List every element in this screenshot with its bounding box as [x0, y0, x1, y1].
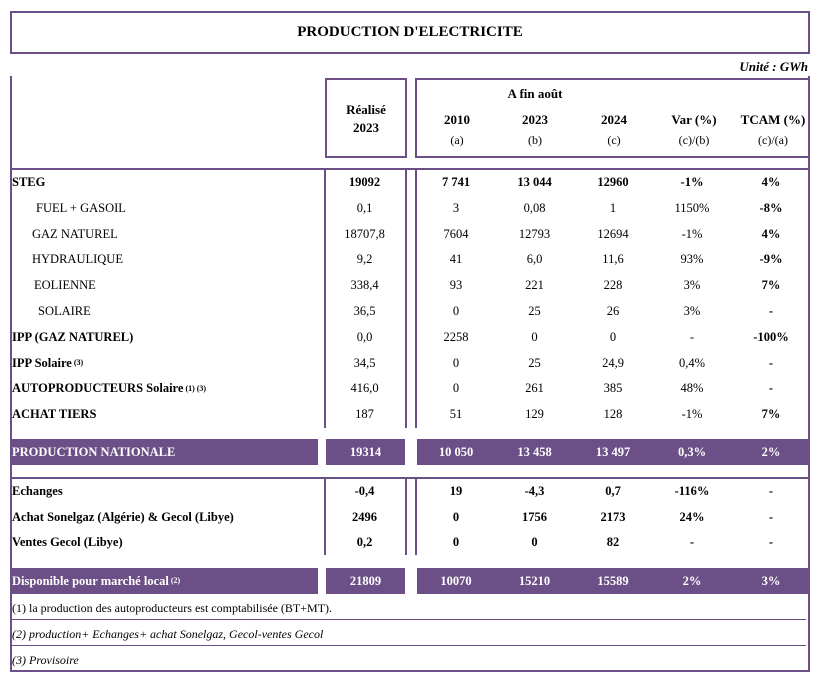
production-cell-realise: 9,2 — [356, 252, 373, 267]
production-cell-label: IPP Solaire (3) — [12, 355, 84, 370]
exchange-cell-v2010: 0 — [452, 535, 460, 549]
exchange-cell-v2023: 0 — [531, 535, 538, 549]
unit-label: Unité : GWh — [739, 59, 808, 74]
header-sub-var: (c)/(b) — [678, 133, 710, 147]
exchange-cell-tcam: - — [768, 535, 774, 549]
exchange-cell-label — [12, 479, 63, 504]
production-nationale-2023: 13 458 — [517, 444, 552, 459]
production-nationale-var: 0,3% — [677, 444, 707, 459]
production-nationale-values — [417, 439, 810, 465]
production-cell-var: 1150% — [674, 200, 710, 215]
disponible-2023: 15210 — [518, 573, 551, 588]
production-cell-v2010: 0 — [452, 381, 460, 396]
production-cell-var: 3% — [683, 278, 701, 293]
footnote-1: (1) la production des autoproducteurs est comptabilisée (BT+MT). — [12, 601, 333, 615]
production-cell-label-text: ACHAT TIERS — [12, 407, 97, 422]
production-cell-var: 3% — [683, 304, 701, 318]
production-cell-tcam: - — [768, 304, 774, 318]
header-sub-tcam: (c)/(a) — [758, 133, 788, 147]
production-cell-realise: 18707,8 — [344, 226, 385, 241]
production-cell-label-text: SOLAIRE — [38, 304, 91, 318]
header-period: A fin août — [507, 86, 563, 101]
production-nationale-2024: 13 497 — [595, 444, 631, 459]
page-title: PRODUCTION D'ELECTRICITE — [10, 11, 810, 54]
exchange-cell-v2023: -4,3 — [524, 484, 545, 498]
disponible-realise: 21809 — [326, 568, 405, 594]
production-cell-v2024: 385 — [603, 381, 623, 396]
exchange-cell-tcam: - — [768, 509, 774, 524]
production-cell-label-text: IPP (GAZ NATUREL) — [12, 329, 134, 344]
disponible-2010: 10070 — [440, 573, 472, 588]
table-row — [10, 505, 810, 530]
disponible-values — [417, 568, 810, 594]
production-nationale-realise: 19314 — [326, 439, 405, 465]
table-row — [10, 479, 810, 504]
production-cell-tcam: -8% — [759, 200, 783, 215]
production-cell-v2023: 13 044 — [517, 175, 552, 189]
production-cell-v2023: 221 — [525, 278, 544, 293]
production-cell-realise: 416,0 — [350, 381, 379, 396]
footnote-3: (3) Provisoire — [12, 653, 79, 667]
production-cell-v2024: 0 — [609, 329, 617, 344]
production-cell-v2023: 0,08 — [523, 200, 546, 215]
production-cell-tcam: 7% — [761, 278, 781, 293]
production-cell-tcam: - — [768, 381, 774, 396]
header-realise — [325, 101, 407, 136]
production-cell-v2023: 25 — [528, 304, 541, 318]
production-cell-var: - — [689, 329, 695, 344]
production-cell-v2010: 0 — [452, 304, 460, 318]
production-cell-v2010: 51 — [449, 407, 463, 422]
production-cell-label — [12, 325, 133, 350]
production-cell-var: 93% — [680, 252, 704, 267]
header-col-2010: 2010 — [444, 112, 470, 127]
production-cell-v2010: 93 — [449, 278, 463, 293]
production-cell-label-text: GAZ NATUREL — [32, 226, 118, 241]
header-realise-label: Réalisé — [346, 102, 386, 117]
production-cell-tcam: 7% — [761, 407, 781, 422]
header-col-2024: 2024 — [601, 112, 627, 127]
header-sub-2024: (c) — [607, 133, 621, 147]
exchange-cell-v2010: 19 — [449, 484, 463, 498]
production-cell-label — [12, 170, 45, 195]
production-cell-label — [36, 196, 126, 221]
table-row — [10, 402, 810, 427]
production-cell-v2010: 7 741 — [441, 175, 471, 189]
header-realise-year: 2023 — [353, 119, 379, 135]
production-cell-v2023: 0 — [531, 329, 538, 344]
production-cell-tcam: 4% — [761, 175, 781, 189]
disponible-tcam: 3% — [761, 573, 781, 588]
disponible-label-text: Disponible pour marché local — [12, 573, 169, 588]
exchange-cell-v2024: 0,7 — [605, 484, 621, 498]
production-cell-var: -1% — [680, 175, 704, 189]
header-col-2023: 2023 — [522, 112, 548, 127]
disponible-var: 2% — [682, 573, 702, 588]
disponible-label: Disponible pour marché local (2) — [10, 568, 318, 594]
production-cell-v2023: 12793 — [518, 226, 551, 241]
production-cell-v2023: 261 — [525, 381, 544, 396]
production-cell-tcam: -9% — [759, 252, 783, 267]
table-row — [10, 170, 810, 195]
production-cell-label — [34, 273, 96, 298]
production-cell-tcam: - — [768, 355, 774, 370]
table-row — [10, 247, 810, 272]
exchange-cell-var: - — [689, 535, 695, 549]
section-echanges — [10, 477, 810, 555]
section-production — [10, 168, 810, 428]
disponible-row — [10, 568, 810, 594]
table-row — [10, 376, 810, 401]
production-cell-v2024: 11,6 — [602, 252, 624, 267]
production-cell-v2010: 2258 — [443, 329, 469, 344]
production-cell-realise: 34,5 — [353, 355, 376, 370]
production-cell-v2023: 129 — [525, 407, 544, 422]
production-cell-realise: 19092 — [348, 175, 381, 189]
exchange-cell-label — [12, 505, 234, 530]
exchange-cell-realise: 2496 — [352, 509, 377, 524]
production-cell-v2010: 0 — [452, 355, 460, 370]
exchange-cell-label-text: Echanges — [12, 484, 63, 498]
production-cell-label — [38, 299, 91, 324]
production-nationale-2010: 10 050 — [438, 444, 474, 459]
production-cell-label — [32, 222, 118, 247]
production-cell-label-text: STEG — [12, 175, 46, 189]
production-cell-realise: 0,1 — [356, 200, 373, 215]
production-cell-label: AUTOPRODUCTEURS Solaire (1) (3) — [12, 381, 207, 396]
disponible-2024: 15589 — [597, 573, 629, 588]
exchange-cell-realise: -0,4 — [354, 484, 375, 498]
production-cell-v2023: 25 — [528, 355, 541, 370]
exchange-cell-v2024: 82 — [606, 535, 620, 549]
production-cell-label-text: HYDRAULIQUE — [32, 252, 123, 267]
table-row — [10, 273, 810, 298]
production-cell-realise: 0,0 — [356, 329, 373, 344]
production-cell-var: -1% — [681, 226, 703, 241]
table-row — [10, 299, 810, 324]
production-cell-v2024: 1 — [609, 200, 617, 215]
production-cell-label-text: IPP Solaire — [12, 355, 72, 370]
exchange-cell-var: 24% — [679, 509, 705, 524]
header-col-var: Var (%) — [671, 112, 717, 127]
table-row — [10, 325, 810, 350]
production-cell-v2024: 128 — [603, 407, 623, 422]
table-row — [10, 351, 810, 376]
production-nationale-label: PRODUCTION NATIONALE — [10, 439, 318, 465]
production-cell-v2024: 228 — [603, 278, 623, 293]
exchange-cell-label-text: Achat Sonelgaz (Algérie) & Gecol (Libye) — [12, 509, 234, 524]
production-cell-tcam: -100% — [753, 329, 789, 344]
production-cell-var: 0,4% — [678, 355, 706, 370]
header-sub-2023: (b) — [528, 133, 542, 147]
production-cell-realise: 187 — [355, 407, 374, 422]
table-row — [10, 196, 810, 221]
production-cell-tcam: 4% — [761, 226, 781, 241]
production-cell-var: -1% — [681, 407, 703, 422]
production-cell-v2024: 12694 — [597, 226, 629, 241]
production-cell-v2010: 41 — [449, 252, 463, 267]
exchange-cell-var: -116% — [674, 484, 710, 498]
production-cell-label-text: EOLIENNE — [34, 278, 96, 293]
production-nationale-row — [10, 439, 810, 465]
exchange-cell-tcam: - — [768, 484, 774, 498]
production-cell-realise: 338,4 — [350, 278, 379, 293]
production-cell-v2010: 3 — [452, 200, 460, 215]
production-nationale-tcam: 2% — [761, 444, 781, 459]
exchange-cell-v2010: 0 — [452, 509, 460, 524]
production-cell-v2024: 24,9 — [602, 355, 624, 370]
exchange-cell-realise: 0,2 — [356, 535, 373, 549]
production-cell-v2010: 7604 — [443, 226, 469, 241]
footnote-2: (2) production+ Echanges+ achat Sonelgaz, Gecol-ventes Gecol — [12, 627, 324, 641]
exchange-cell-v2024: 2173 — [600, 509, 626, 524]
exchange-cell-v2023: 1756 — [522, 509, 547, 524]
production-cell-v2024: 12960 — [597, 175, 629, 189]
production-cell-realise: 36,5 — [353, 304, 376, 318]
production-cell-label-text: AUTOPRODUCTEURS Solaire — [12, 381, 184, 396]
exchange-cell-label-text: Ventes Gecol (Libye) — [12, 535, 123, 549]
exchange-cell-label — [12, 530, 123, 555]
production-cell-label — [32, 247, 123, 272]
header-col-tcam: TCAM (%) — [740, 112, 806, 127]
production-cell-label — [12, 402, 96, 427]
production-cell-var: 48% — [680, 381, 704, 396]
production-cell-v2024: 26 — [606, 304, 620, 318]
table-row — [10, 530, 810, 555]
header-sub-2010: (a) — [450, 133, 464, 147]
production-cell-v2023: 6,0 — [526, 252, 543, 267]
production-cell-label-text: FUEL + GASOIL — [36, 200, 126, 215]
table-row — [10, 222, 810, 247]
